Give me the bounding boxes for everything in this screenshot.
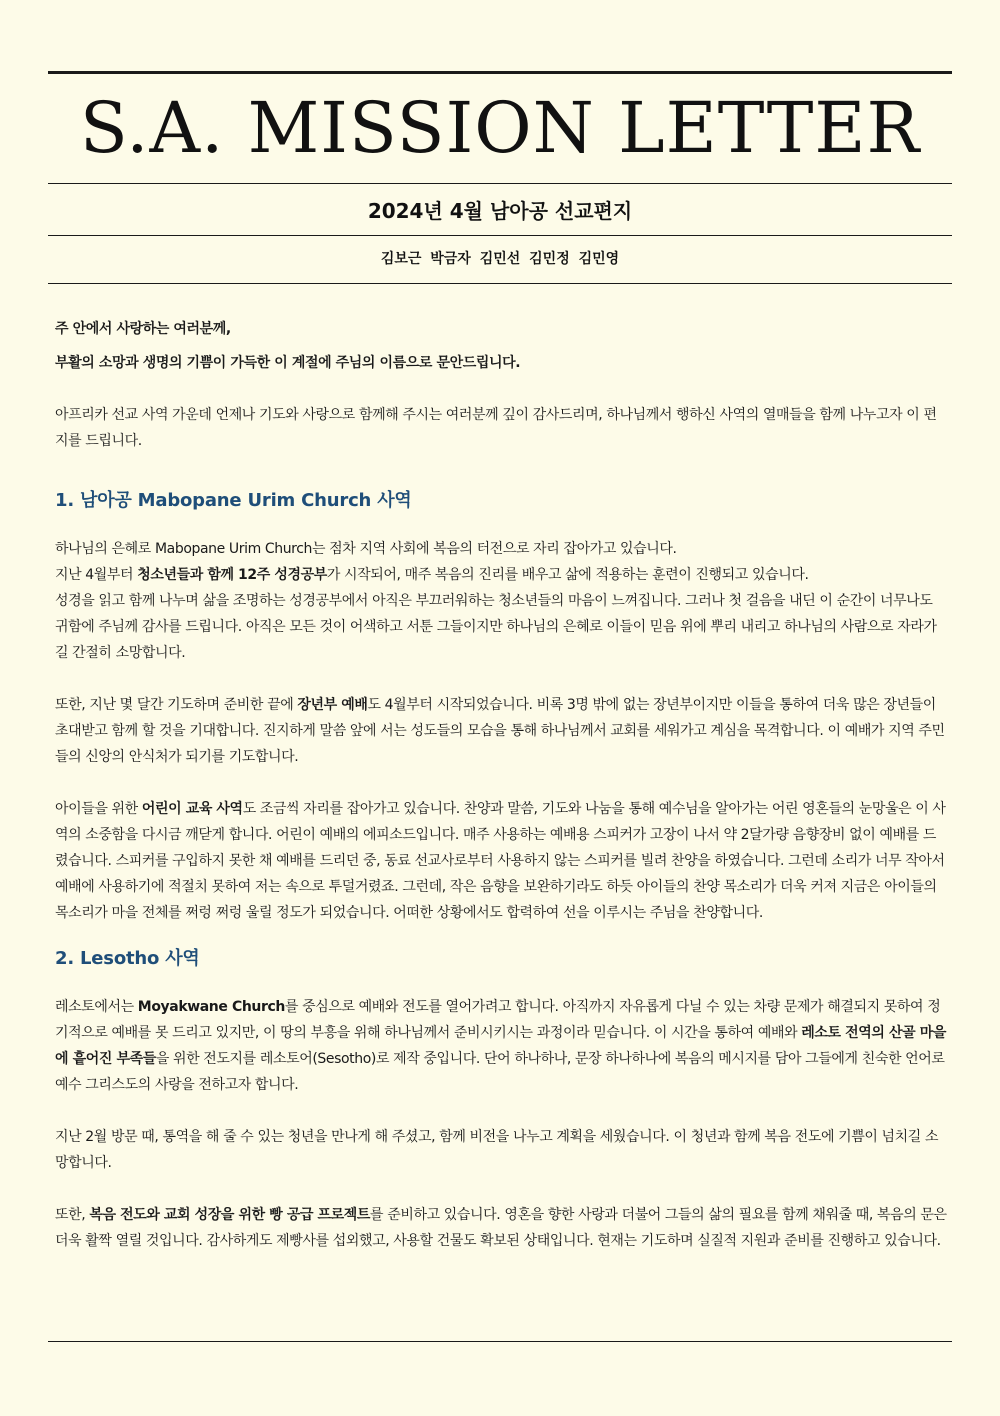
section-2-heading: 2. Lesotho 사역 bbox=[55, 948, 200, 969]
section-1-paragraph-1: 하나님의 은혜로 Mabopane Urim Church는 점차 지역 사회에 복음의 터전으로 자리 잡아가고 있습니다. 지난 4월부터 청소년들과 함께 12주 성경공부가 시작되어, 매주 복음의 진리를 배우고 삶에 적용하는 훈련이 진행되고 있습니다. 성경을 읽고 함께 나누며 삶을 조명하는 성경공부에서 아직은 부끄러워하는 청소년들의 마음이 느껴집니다. 그러나 첫 걸음을 내딘 이 순간이 너무나도 귀함에 주님께 감사를 드립니다. 아직은 모든 것이 어색하고 서툰 그들이지만 하나님의 은혜로 이들이 믿음 위에 뿌리 내리고 하나님의 사람으로 자라가길 간절히 소망합니다. bbox=[55, 541, 937, 661]
youth-bible-study-highlight: 청소년들과 함께 12주 성경공부 bbox=[137, 567, 327, 583]
section-1-paragraph-3: 아이들을 위한 어린이 교육 사역도 조금씩 자리를 잡아가고 있습니다. 찬양과 말씀, 기도와 나눔을 통해 예수님을 알아가는 어린 영혼들의 눈망울은 이 사역의 소중함을 다시금 깨닫게 합니다. 어린이 예배의 에피소드입니다. 매주 사용하는 예배용 스피커가 고장이 나서 약 2달가량 음향장비 없이 예배를 드렸습니다. 스피커를 구입하지 못한 채 예배를 드리던 중, 동료 선교사로부터 사용하지 않는 스피커를 빌려 찬양을 하였습니다. 그런데 소리가 너무 작아서 예배에 사용하기에 적절치 못하여 저는 속으로 투덜거렸죠. 그런데, 작은 음향을 보완하기라도 하듯 아이들의 찬양 목소리가 더욱 커져 지금은 아이들의 목소리가 마을 전체를 쩌렁 쩌렁 울릴 정도가 되었습니다. 어떠한 상황에서도 합력하여 선을 이루시는 주님을 찬양합니다. bbox=[55, 801, 946, 921]
lesotho-tribes-highlight: 레소토 전역의 산골 마을에 흩어진 부족들 bbox=[55, 1025, 946, 1067]
section-1-heading: 1. 남아공 Mabopane Urim Church 사역 bbox=[55, 490, 412, 511]
greeting-line-2: 부활의 소망과 생명의 기쁨이 가득한 이 계절에 주님의 이름으로 문안드립니다. bbox=[55, 355, 521, 371]
letter-subtitle: 2024년 4월 남아공 선교편지 bbox=[367, 199, 633, 223]
masthead-rule bbox=[48, 183, 952, 184]
bread-project-highlight: 복음 전도와 교회 성장을 위한 빵 공급 프로젝트 bbox=[89, 1207, 371, 1223]
author-names: 김보근 박금자 김민선 김민정 김민영 bbox=[380, 251, 620, 267]
section-2-paragraph-2: 지난 2월 방문 때, 통역을 해 줄 수 있는 청년을 만나게 해 주셨고, 함께 비전을 나누고 계획을 세웠습니다. 이 청년과 함께 복음 전도에 기쁨이 넘치길 소망합니다. bbox=[55, 1129, 939, 1171]
letter-body bbox=[55, 316, 947, 1254]
adult-worship-highlight: 장년부 예배 bbox=[297, 697, 368, 713]
children-ministry-highlight: 어린이 교육 사역 bbox=[141, 801, 243, 817]
top-rule bbox=[48, 71, 952, 74]
moyakwane-church-highlight: Moyakwane Church bbox=[137, 999, 285, 1015]
bottom-rule bbox=[48, 1341, 952, 1342]
section-1-paragraph-2: 또한, 지난 몇 달간 기도하며 준비한 끝에 장년부 예배도 4월부터 시작되었습니다. 비록 3명 밖에 없는 장년부이지만 이들을 통하여 더욱 많은 장년들이 초대받고 함께 할 것을 기대합니다. 진지하게 말씀 앞에 서는 성도들의 모습을 통해 하나님께서 교회를 세워가고 계심을 목격합니다. 이 예배가 지역 주민들의 신앙의 안식처가 되기를 기도합니다. bbox=[55, 697, 945, 765]
greeting-line-1: 주 안에서 사랑하는 여러분께, bbox=[55, 321, 231, 337]
masthead-title: S.A. MISSION LETTER bbox=[79, 87, 921, 169]
section-2-paragraph-3: 또한, 복음 전도와 교회 성장을 위한 빵 공급 프로젝트를 준비하고 있습니다. 영혼을 향한 사랑과 더불어 그들의 삶의 필요를 함께 채워줄 때, 복음의 문은 더욱 활짝 열릴 것입니다. 감사하게도 제빵사를 섭외했고, 사용할 건물도 확보된 상태입니다. 현재는 기도하며 실질적 지원과 준비를 진행하고 있습니다. bbox=[55, 1207, 947, 1249]
section-2-paragraph-1: 레소토에서는 Moyakwane Church를 중심으로 예배와 전도를 열어가려고 합니다. 아직까지 자유롭게 다닐 수 있는 차량 문제가 해결되지 못하여 정기적으로 예배를 못 드리고 있지만, 이 땅의 부흥을 위해 하나님께서 준비시키시는 과정이라 믿습니다. 이 시간을 통하여 예배와 레소토 전역의 산골 마을에 흩어진 부족들을 위한 전도지를 레소토어(Sesotho)로 제작 중입니다. 단어 하나하나, 문장 하나하나에 복음의 메시지를 담아 그들에게 친숙한 언어로 예수 그리스도의 사랑을 전하고자 합니다. bbox=[55, 999, 946, 1093]
subtitle-rule bbox=[48, 235, 952, 236]
authors-rule bbox=[48, 283, 952, 284]
intro-paragraph: 아프리카 선교 사역 가운데 언제나 기도와 사랑으로 함께해 주시는 여러분께 깊이 감사드리며, 하나님께서 행하신 사역의 열매들을 함께 나누고자 이 편지를 드립니다. bbox=[55, 407, 937, 449]
